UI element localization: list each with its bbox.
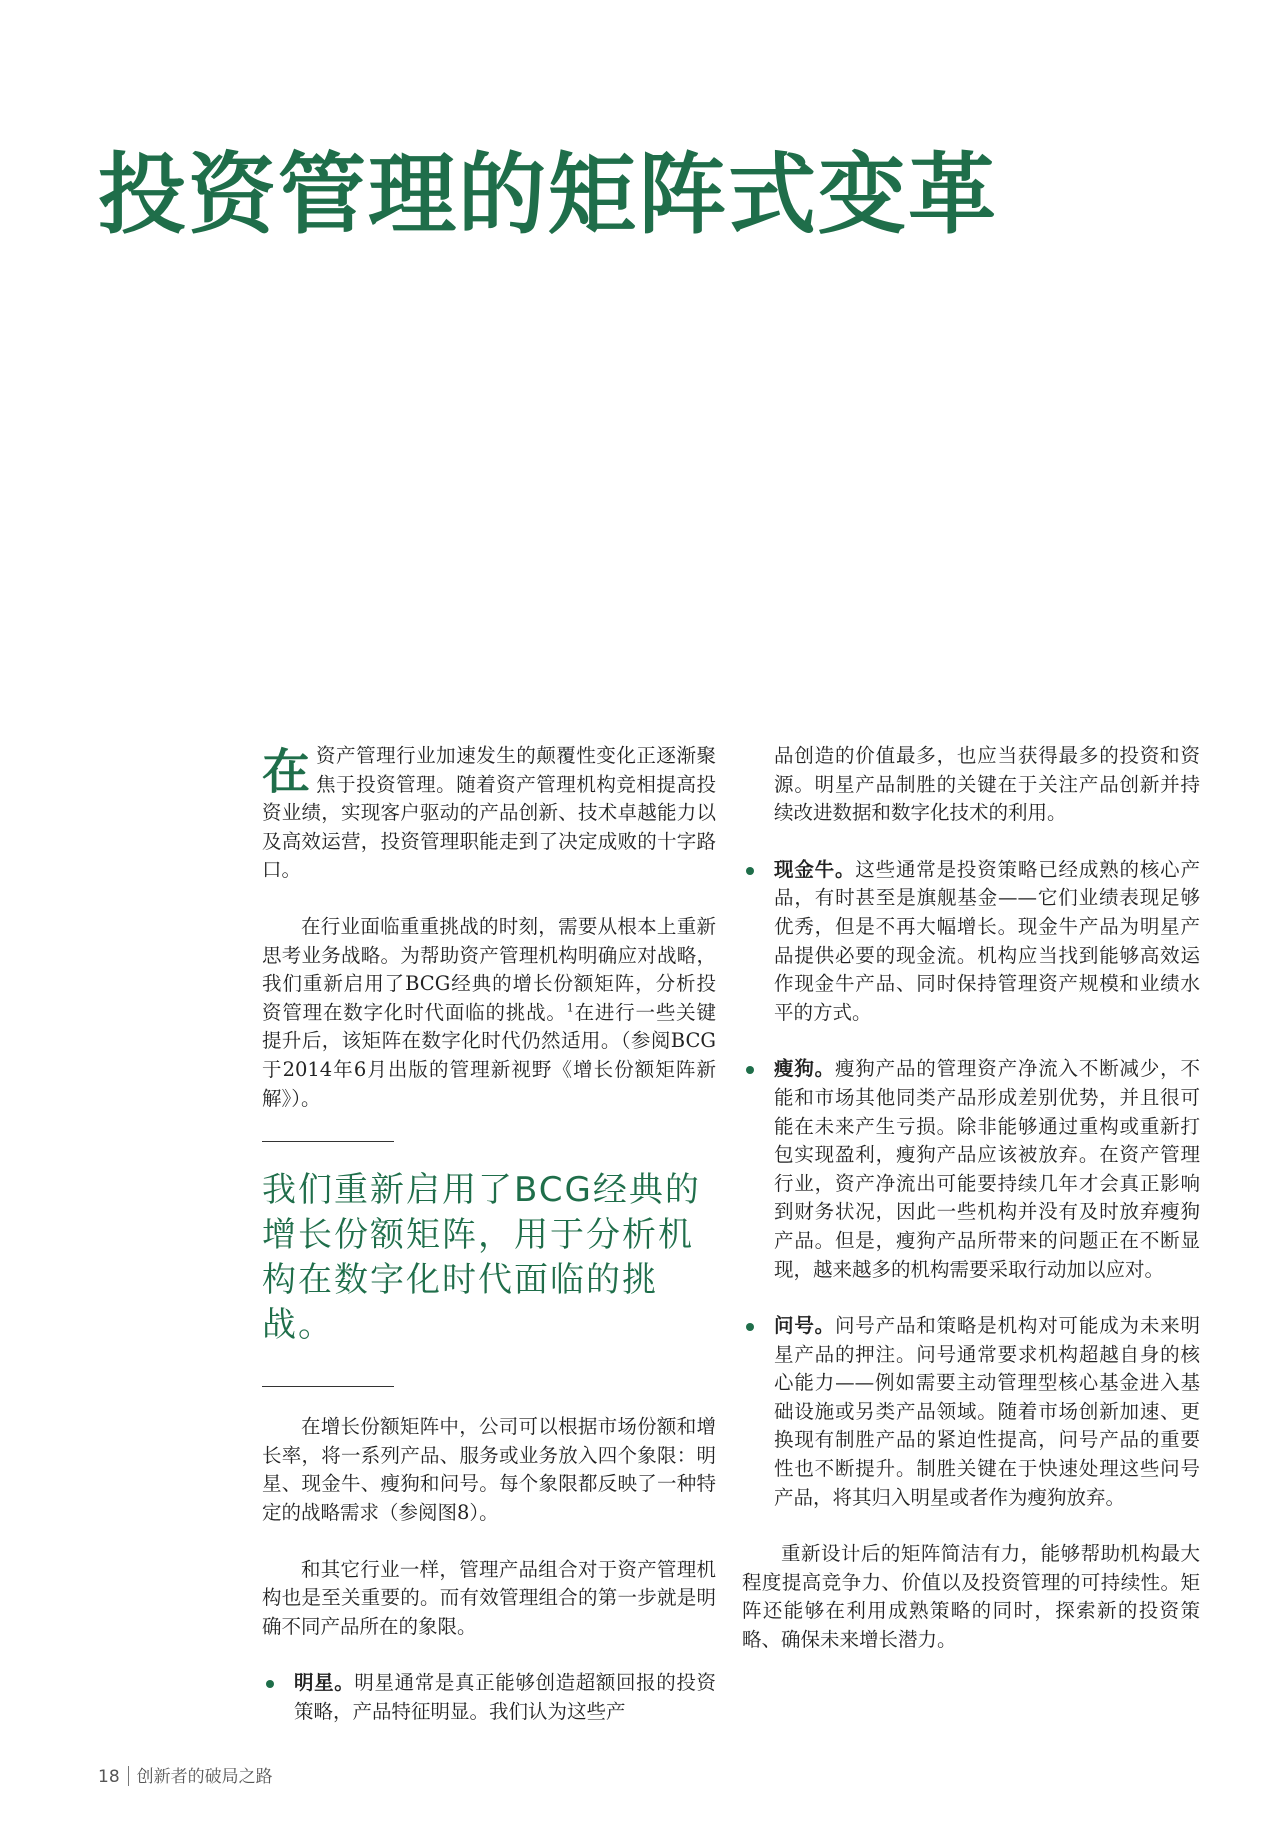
pull-quote: 我们重新启用了BCG经典的增长份额矩阵，用于分析机构在数字化时代面临的挑战。 bbox=[262, 1170, 701, 1346]
bullet-text: 问号产品和策略是机构对可能成为未来明星产品的押注。问号通常要求机构超越自身的核心能力——例如需要主动管理型核心基金进入基础设施或另类产品领域。随着市场创新加速、更换现有制胜产品的紧迫性提高，问号产品的重要性也不断提升。制胜关键在于快速处理这些问号产品，将其归入明星或者作为瘦狗放弃。 bbox=[774, 1314, 1200, 1509]
bullet-question-mark bbox=[742, 1312, 1200, 1512]
strategy-paragraph bbox=[262, 913, 716, 1113]
bullet-term: 现金牛。 bbox=[774, 857, 856, 881]
right-column bbox=[742, 742, 1200, 1683]
portfolio-paragraph: 和其它行业一样，管理产品组合对于资产管理机构也是至关重要的。而有效管理组合的第一步就是明确不同产品所在的象限。 bbox=[262, 1557, 716, 1638]
footer-divider bbox=[128, 1766, 129, 1786]
bullet-dog bbox=[742, 1055, 1200, 1284]
bullet-term: 问号。 bbox=[774, 1314, 835, 1338]
bullet-dot-icon bbox=[746, 867, 754, 875]
bullet-text: 明星通常是真正能够创造超额回报的投资策略，产品特征明显。我们认为这些产 bbox=[294, 1671, 716, 1723]
matrix-paragraph: 在增长份额矩阵中，公司可以根据市场份额和增长率，将一系列产品、服务或业务放入四个象限：明星、现金牛、瘦狗和问号。每个象限都反映了一种特定的战略需求（参阅图8）。 bbox=[262, 1415, 716, 1524]
bullet-dot-icon bbox=[266, 1680, 274, 1688]
bullet-term: 明星。 bbox=[294, 1671, 355, 1695]
footnote-marker: 1 bbox=[566, 1001, 574, 1015]
intro-text: 资产管理行业加速发生的颠覆性变化正逐渐聚焦于投资管理。随着资产管理机构竞相提高投资业绩，实现客户驱动的产品创新、技术卓越能力以及高效运营，投资管理职能走到了决定成败的十字路口。 bbox=[262, 744, 716, 882]
bullet-text: 瘦狗产品的管理资产净流入不断减少，不能和市场其他同类产品形成差别优势，并且很可能在未来产生亏损。除非能够通过重构或重新打包实现盈利，瘦狗产品应该被放弃。在资产管理行业，资产净流出可能要持续几年才会真正影响到财务状况，因此一些机构并没有及时放弃瘦狗产品。但是，瘦狗产品所带来的问题正在不断显现，越来越多的机构需要采取行动加以应对。 bbox=[774, 1057, 1200, 1281]
star-continuation: 品创造的价值最多，也应当获得最多的投资和资源。明星产品制胜的关键在于关注产品创新并持续改进数据和数字化技术的利用。 bbox=[774, 744, 1200, 825]
bullet-cash-cow bbox=[742, 856, 1200, 1028]
drop-cap: 在 bbox=[262, 744, 311, 800]
bullet-text: 这些通常是投资策略已经成熟的核心产品，有时甚至是旗舰基金——它们业绩表现足够优秀，但是不再大幅增长。现金牛产品为明星产品提供必要的现金流。机构应当找到能够高效运作现金牛产品、同时保持管理资产规模和业绩水平的方式。 bbox=[774, 857, 1200, 1024]
intro-paragraph bbox=[262, 742, 716, 885]
bullet-term: 瘦狗。 bbox=[774, 1057, 835, 1081]
strategy-text-b: 在进行一些关键提升后，该矩阵在数字化时代仍然适用。（参阅BCG于2014年6月出版的管理新视野《增长份额矩阵新解》）。 bbox=[262, 1000, 716, 1110]
bullet-dot-icon bbox=[746, 1323, 754, 1331]
quote-bottom-rule bbox=[262, 1386, 394, 1387]
closing-paragraph: 重新设计后的矩阵简洁有力，能够帮助机构最大程度提高竞争力、价值以及投资管理的可持续性。矩阵还能够在利用成熟策略的同时，探索新的投资策略、确保未来增长潜力。 bbox=[742, 1542, 1200, 1652]
page-title: 投资管理的矩阵式变革 bbox=[98, 142, 999, 246]
page-number: 18 bbox=[98, 1767, 120, 1787]
bullet-dot-icon bbox=[746, 1066, 754, 1074]
left-column bbox=[262, 742, 716, 1754]
book-title: 创新者的破局之路 bbox=[136, 1767, 273, 1787]
bullet-star bbox=[262, 1669, 716, 1726]
quote-top-rule bbox=[262, 1141, 394, 1142]
strategy-text-a: 在行业面临重重挑战的时刻，需要从根本上重新思考业务战略。为帮助资产管理机构明确应对战略，我们重新启用了BCG经典的增长份额矩阵，分析投资管理在数字化时代面临的挑战。 bbox=[262, 914, 716, 1024]
page-footer bbox=[98, 1762, 273, 1787]
